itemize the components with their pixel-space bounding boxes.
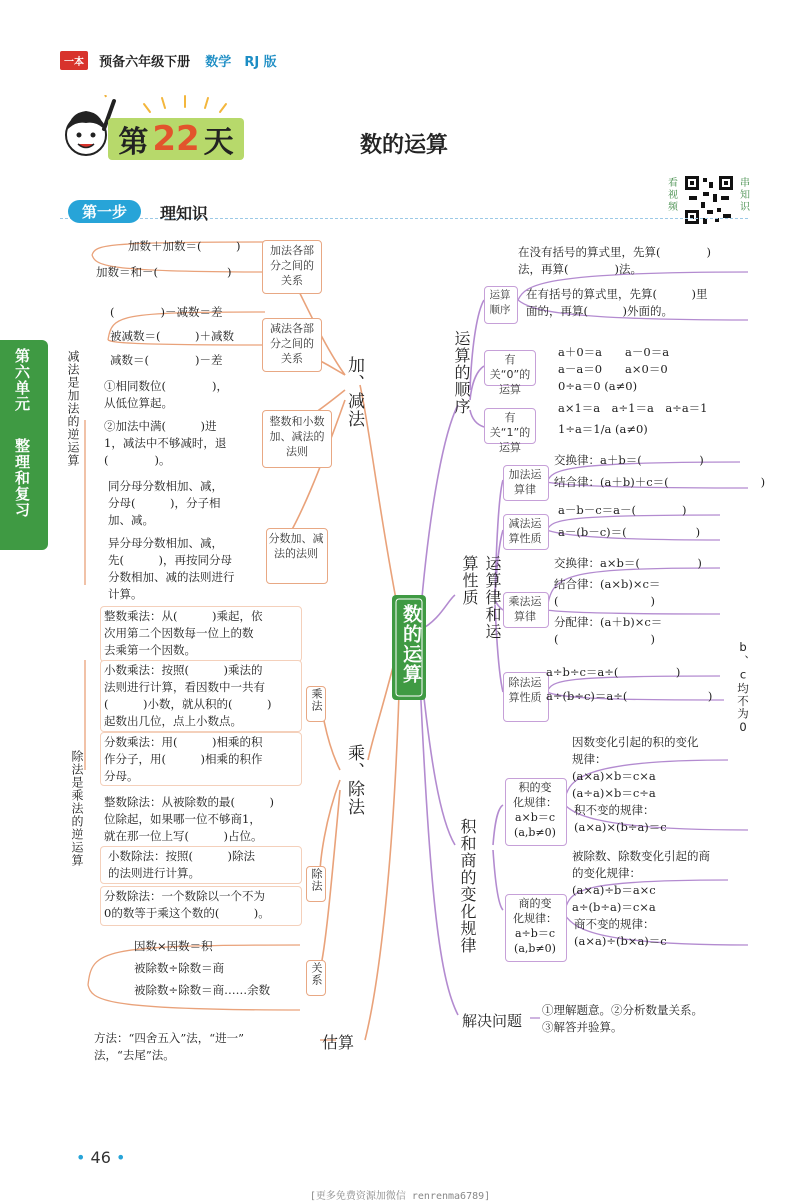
- add-law-label: 加法运算律: [508, 468, 542, 496]
- qr-left-label: 看视频: [668, 178, 678, 213]
- frac-line: 异分母分数相加、减，: [108, 536, 223, 550]
- add-sub-note: 减法是加法的逆运算: [66, 350, 80, 467]
- prod-line: (a×a)×b＝c×a: [572, 769, 656, 783]
- order-text-2: [526, 286, 707, 320]
- sub-prop-2: a－(b－c)＝( ): [558, 525, 701, 539]
- subject-label: 数学: [205, 55, 232, 70]
- div-prop-1: a÷b÷c＝a÷( ): [546, 665, 681, 679]
- prod-box-line: 积的变: [518, 781, 552, 794]
- one-line: a×1＝a a÷1＝a a÷a＝1: [558, 401, 708, 415]
- quot-box-line: a÷b＝c: [515, 927, 555, 940]
- mul-law-line: ( ): [554, 632, 655, 646]
- quot-group-2: [574, 916, 667, 950]
- div-dec-line: 的法则进行计算。: [108, 866, 200, 880]
- prod-line: (a×a)×(b÷a)＝c: [574, 820, 667, 834]
- mul-frac-group: [104, 734, 262, 785]
- est-branch: 估算: [322, 1033, 355, 1052]
- law-branch: 运算律和运算性质: [460, 555, 502, 640]
- mul-dec-line: ( )小数，就从积的( ): [104, 697, 272, 711]
- int-group: [104, 378, 262, 469]
- mul-frac-line: 作分子，用( )相乘的积作: [104, 752, 263, 766]
- prod-box-group: [507, 780, 563, 840]
- div-dec-group: [108, 848, 255, 882]
- est-group: [94, 1030, 244, 1064]
- div-int-line: 整数除法：从被除数的最( ): [104, 795, 274, 809]
- prod-group-1: [572, 734, 699, 802]
- solve-group: [542, 1002, 703, 1036]
- frac-line: 分数相加、减的法则进行: [108, 570, 235, 584]
- frac-box-label: 分数加、减法的法则: [268, 532, 324, 560]
- sub-line-3: 减数＝( )－差: [110, 353, 223, 367]
- page-title: 数的运算: [360, 133, 449, 158]
- order-text-1: [518, 244, 711, 278]
- edition-label: RJ 版: [244, 55, 277, 70]
- mul-dec-line: 起数出几位，点上小数点。: [104, 714, 242, 728]
- frac-line: 分母( )，分子相: [108, 496, 221, 510]
- zero-line: a－a＝0 a×0＝0: [558, 362, 668, 376]
- muldiv-branch: 乘、除法: [344, 744, 364, 816]
- mul-law-line: 交换律：a×b＝( ): [554, 556, 702, 570]
- grade-label: 预备六年级下册: [99, 55, 191, 70]
- int-box-label: 整数和小数加、减法的法则: [269, 415, 325, 458]
- quot-line: a÷(b÷a)＝c×a: [572, 900, 656, 914]
- day-number: 22: [152, 119, 200, 159]
- prod-group-2: [574, 802, 667, 836]
- page-number: [76, 1148, 125, 1167]
- zero-group: [558, 344, 669, 395]
- quot-box-group: [507, 896, 563, 956]
- section-label: 整理和复习: [13, 438, 31, 518]
- mul-int-line: 去乘第一个因数。: [104, 643, 196, 657]
- mul-int-line: 整数乘法：从( )乘起，依: [104, 609, 263, 623]
- quot-line: (a×a)÷b＝a×c: [572, 883, 656, 897]
- rel-line-1: 因数×因数＝积: [134, 939, 213, 953]
- add-line-1: 加数＋加数＝( ): [128, 239, 241, 253]
- prod-line: 积不变的规律：: [574, 803, 655, 817]
- order-line: 法，再算( )法。: [518, 262, 642, 276]
- div-dec-line: 小数除法：按照( )除法: [108, 849, 255, 863]
- dot-icon: •: [110, 1148, 126, 1167]
- one-line: 1÷a＝1/a (a≠0): [558, 422, 648, 436]
- page-number-text: 46: [90, 1148, 111, 1167]
- quot-box-line: (a,b≠0): [514, 942, 556, 955]
- div-int-group: [104, 794, 274, 845]
- solve-line: ③解答并验算。: [542, 1020, 623, 1034]
- step-label: 理知识: [160, 204, 209, 223]
- quot-line: 商不变的规律：: [574, 917, 655, 931]
- order-branch: 运算的顺序: [452, 330, 471, 415]
- order-line: 在有括号的算式里，先算( )里: [526, 287, 708, 301]
- sub-prop-label: 减法运算性质: [508, 517, 542, 545]
- zero-line: 0÷a＝0 (a≠0): [558, 379, 638, 393]
- div-frac-line: 0的数等于乘这个数的( )。: [104, 906, 270, 920]
- int-line: ( )。: [104, 453, 171, 467]
- quot-box-line: 化规律：: [513, 912, 557, 925]
- mul-int-line: 次用第二个因数每一位上的数: [104, 626, 254, 640]
- div-frac-group: [104, 888, 270, 922]
- add-law-2: 结合律：(a＋b)＋c＝( ): [554, 475, 766, 489]
- order-line: 面的，再算( )外面的。: [526, 304, 673, 318]
- quot-box-line: 商的变: [518, 897, 552, 910]
- day-prefix: 第: [118, 125, 149, 160]
- sub-line-1: ( )－减数＝差: [110, 305, 223, 319]
- frac-line: 先( )，再按同分母: [108, 553, 232, 567]
- div-label: 除法: [310, 868, 323, 892]
- step-badge: 第一步: [68, 200, 141, 223]
- int-line: 1，减法中不够减时，退: [104, 436, 227, 450]
- unit-label: 第六单元: [13, 348, 31, 412]
- sub-box-label: 减法各部分之间的关系: [270, 322, 314, 365]
- est-line: 法，“去尾”法。: [94, 1048, 175, 1062]
- mul-int-group: [104, 608, 262, 659]
- quot-line: (a×a)÷(b×a)＝c: [574, 934, 667, 948]
- div-prop-label: 除法运算性质: [508, 676, 542, 704]
- mul-law-group: [554, 555, 702, 648]
- prod-line: 规律：: [572, 752, 607, 766]
- rel-label: 关系: [310, 962, 323, 986]
- div-frac-line: 分数除法：一个数除以一个不为: [104, 889, 265, 903]
- frac-line: 计算。: [108, 587, 143, 601]
- mul-dec-group: [104, 662, 271, 730]
- rel-line-2: 被除数÷除数＝商: [134, 961, 225, 975]
- prod-line: 因数变化引起的积的变化: [572, 735, 699, 749]
- mul-dec-line: 小数乘法：按照( )乘法的: [104, 663, 263, 677]
- mul-dec-line: 法则进行计算，看因数中一共有: [104, 680, 265, 694]
- qr-right-label: 串知识: [740, 178, 750, 213]
- add-box-label: 加法各部分之间的关系: [270, 244, 314, 287]
- solve-branch: 解决问题: [462, 1012, 523, 1030]
- mul-law-line: 结合律：(a×b)×c＝: [554, 577, 661, 591]
- rel-line-3: 被除数÷除数＝商……余数: [134, 983, 271, 997]
- mul-law-label: 乘法运算律: [508, 595, 542, 623]
- change-branch: 积和商的变化规律: [458, 818, 477, 954]
- int-line: ①相同数位( )，: [104, 379, 228, 393]
- one-group: [558, 400, 708, 438]
- add-law-1: 交换律：a＋b＝( ): [554, 453, 704, 467]
- mul-law-line: 分配律：(a＋b)×c＝: [554, 615, 663, 629]
- watermark: [更多免费资源加微信 renrenma6789]: [309, 1191, 491, 1202]
- frac-line: 加、减。: [108, 513, 154, 527]
- prod-box-line: (a,b≠0): [514, 826, 556, 839]
- div-note: 除法是乘法的逆运算: [70, 750, 84, 867]
- div-note-right: b、c均不为0: [736, 640, 750, 735]
- center-node: 数的运算: [400, 604, 422, 684]
- prod-box-line: 化规律：: [513, 796, 557, 809]
- mul-frac-line: 分数乘法：用( )相乘的积: [104, 735, 263, 749]
- div-int-line: 就在那一位上写( )占位。: [104, 829, 263, 843]
- mul-frac-line: 分母。: [104, 769, 139, 783]
- sub-line-2: 被减数＝( )＋减数: [110, 329, 234, 343]
- div-int-line: 位除起，如果哪一位不够商1，: [104, 812, 261, 826]
- add-sub-branch: 加、减法: [344, 356, 364, 428]
- mul-law-line: ( ): [554, 594, 655, 608]
- zero-line: a＋0＝a a－0＝a: [558, 345, 670, 359]
- prod-box-line: a×b＝c: [515, 811, 555, 824]
- quot-line: 的变化规律：: [572, 866, 641, 880]
- quot-line: 被除数、除数变化引起的商: [572, 849, 710, 863]
- sub-prop-1: a－b－c＝a－( ): [558, 503, 687, 517]
- day-suffix: 天: [203, 125, 234, 160]
- prod-line: (a÷a)×b＝c÷a: [572, 786, 656, 800]
- quot-group-1: [572, 848, 710, 916]
- frac-group: [108, 478, 266, 603]
- mul-label: 乘法: [310, 688, 323, 712]
- zero-box-label: 有关“0”的运算: [489, 353, 531, 396]
- int-line: 从低位算起。: [104, 396, 173, 410]
- frac-line: 同分母分数相加、减，: [108, 479, 223, 493]
- int-line: ②加法中满( )进: [104, 419, 217, 433]
- brand-logo: 一本: [60, 51, 88, 70]
- div-prop-2: a÷(b÷c)＝a÷( ): [546, 689, 713, 703]
- add-line-2: 加数＝和－( ): [96, 265, 232, 279]
- est-line: 方法：“四舍五入”法，“进一”: [94, 1031, 245, 1045]
- order-line: 在没有括号的算式里，先算( ): [518, 245, 711, 259]
- dot-icon: •: [76, 1148, 91, 1167]
- order-box-label: 运算顺序: [489, 289, 511, 316]
- one-box-label: 有关“1”的运算: [489, 411, 531, 454]
- solve-line: ①理解题意。②分析数量关系。: [542, 1003, 703, 1017]
